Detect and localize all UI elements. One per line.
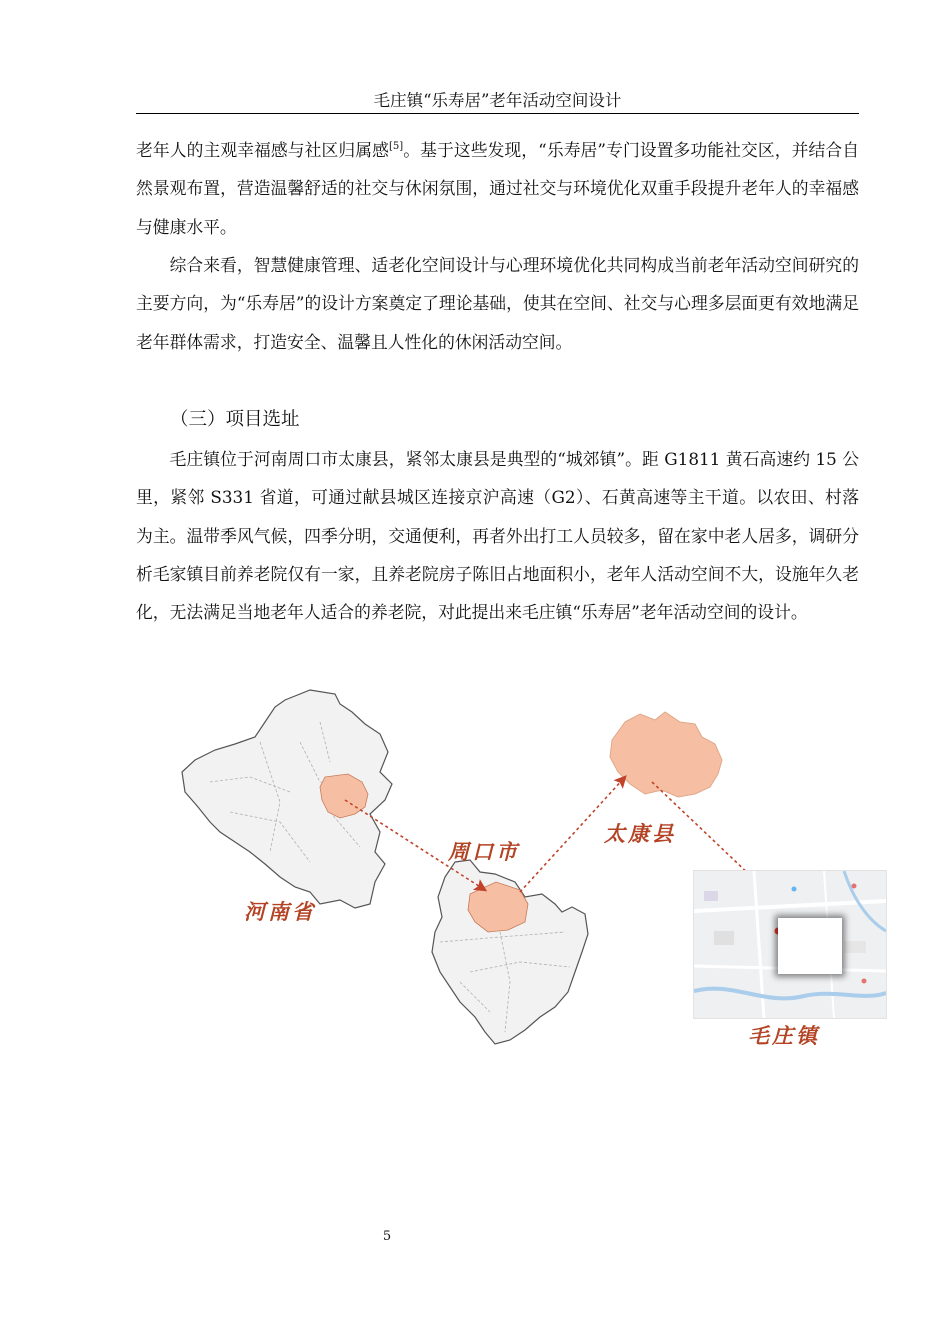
- running-header: 毛庄镇“乐寿居”老年活动空间设计: [373, 91, 622, 110]
- paragraph-1: [136, 131, 859, 246]
- location-figure: [170, 682, 890, 1052]
- henan-province-map: [182, 690, 392, 908]
- maozhuang-inset: [778, 918, 842, 974]
- zhoukou-city-map: [432, 860, 588, 1044]
- citation-ref[interactable]: [5]: [388, 141, 404, 152]
- paragraph-1-text-b: 。基于这些发现，“乐寿居”专门设置多功能社交区，并结合自然景观布置，营造温馨舒适的社交与休闲氛围，通过社交与环境优化双重手段提升老年人的幸福感与健康水平。: [136, 140, 859, 237]
- section-heading: （三）项目选址: [170, 409, 300, 430]
- header-rule: [136, 113, 859, 114]
- maozhuang-street-map: [693, 870, 887, 1019]
- label-zhoukou: 周口市: [448, 839, 520, 864]
- label-maozhuang: 毛庄镇: [748, 1023, 820, 1048]
- label-taikang: 太康县: [604, 821, 676, 846]
- paragraph-3: 毛庄镇位于河南周口市太康县，紧邻太康县是典型的“城郊镇”。距 G1811 黄石高速约 15 公里，紧邻 S331 省道，可通过献县城区连接京沪高速（G2）、石黄高速等主干道。以农田、村落为主。温带季风气候，四季分明，交通便利，再者外出打工人员较多，留在家中老人居多，调研分析毛家镇目前养老院仅有一家，且养老院房子陈旧占地面积小，老年人活动空间不大，设施年久老化，无法满足当地老年人适合的养老院，对此提出来毛庄镇“乐寿居”老年活动空间的设计。: [136, 449, 859, 623]
- taikang-county-map: [610, 712, 722, 797]
- paragraph-1-text-a: 老年人的主观幸福感与社区归属感: [136, 140, 389, 160]
- paragraph-2: 综合来看，智慧健康管理、适老化空间设计与心理环境优化共同构成当前老年活动空间研究的主要方向，为“乐寿居”的设计方案奠定了理论基础，使其在空间、社交与心理多层面更有效地满足老年群体需求，打造安全、温馨且人性化的休闲活动空间。: [136, 255, 859, 352]
- page-number: 5: [382, 1229, 392, 1244]
- label-henan: 河南省: [244, 899, 316, 924]
